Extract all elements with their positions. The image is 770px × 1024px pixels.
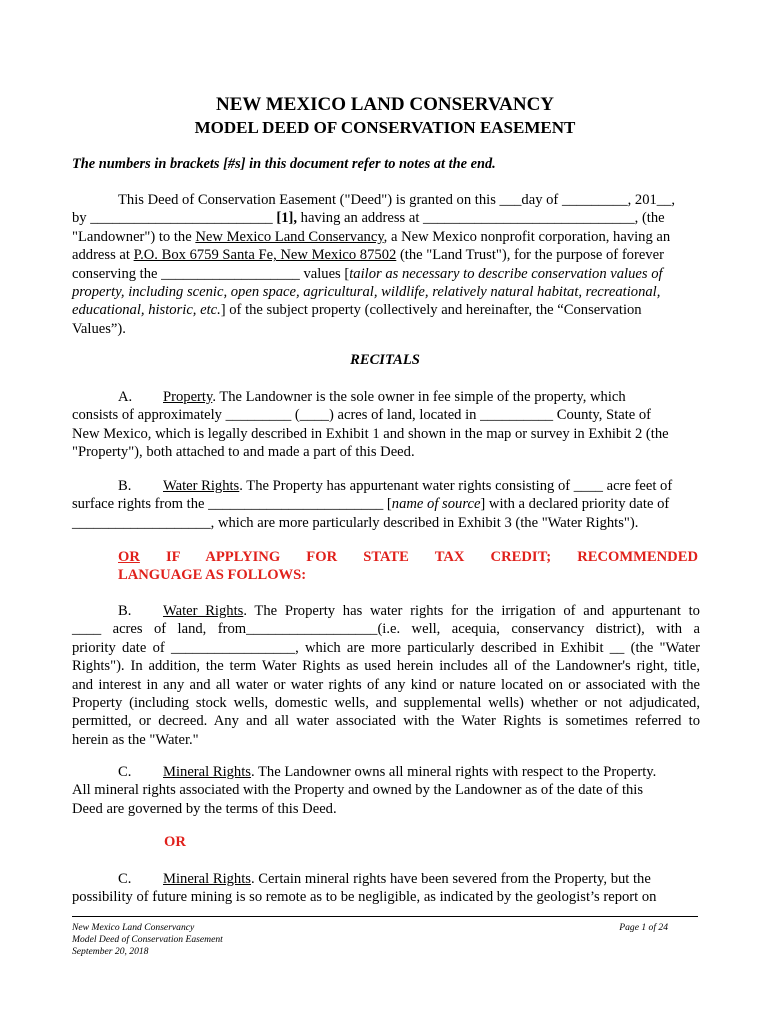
or-label: OR (164, 834, 186, 850)
footer-doc: Model Deed of Conservation Easement (72, 934, 223, 945)
property-heading: Property (163, 389, 213, 405)
bracket-note: The numbers in brackets [#s] in this document refer to notes at the end. (72, 156, 496, 172)
recital-c-mineral: C. Mineral Rights. The Landowner owns all mineral rights with respect to the Property. All mineral rights associated with the Property and owned by the Landowner as of the date of this Deed are governed by the terms of this Deed. (72, 764, 657, 817)
intro-paragraph (72, 191, 700, 338)
intro-line: Values”). (72, 320, 126, 337)
recitals-heading: RECITALS (350, 352, 420, 368)
document-subtitle: MODEL DEED OF CONSERVATION EASEMENT (194, 118, 576, 137)
land-conservancy-link: New Mexico Land Conservancy (195, 228, 384, 245)
intro-line: property, including scenic, open space, agricultural, wildlife, relatively natural habitat, recreational, (72, 284, 661, 301)
footer-org: New Mexico Land Conservancy (72, 922, 195, 933)
tax-credit-alternative: OR IF APPLYING FOR STATE TAX CREDIT; RECOMMENDED LANGUAGE AS FOLLOWS: (118, 549, 698, 584)
address-link: P.O. Box 6759 Santa Fe, New Mexico 87502 (133, 247, 397, 264)
recital-a: A. Property. The Landowner is the sole owner in fee simple of the property, which consists of approximately _________ (____) acres of land, located in __________ County, State of New Mexico, which is legally described in Exhibit 1 and shown in the map or survey in Exhibit 2 (the "Property"), both attached to and made a part of this Deed. (72, 389, 669, 461)
recital-c-mineral-alt: C. Mineral Rights. Certain mineral rights have been severed from the Property, but the possibility of future mining is so remote as to be negligible, as indicated by the geologist’s report on (72, 871, 657, 906)
page-number: Page 1 of 24 (619, 922, 668, 933)
document-title: NEW MEXICO LAND CONSERVANCY (215, 94, 555, 115)
recital-b-water: B. Water Rights. The Property has appurtenant water rights consisting of ____ acre feet of surface rights from the ________________________ [name of source] with a declared priority date of ___________________, which are more particularly described in Exhibit 3 (the "Water Rights"). (72, 478, 673, 531)
intro-line: conserving the ___________________ values [tailor as necessary to describe conservation values of (72, 265, 663, 282)
intro-line: This Deed of Conservation Easement ("Deed") is granted on this ___day of _________, 201__, (118, 192, 676, 208)
intro-line: "Landowner") to the New Mexico Land Conservancy, a New Mexico nonprofit corporation, having an (72, 228, 671, 245)
mineral-rights-heading: Mineral Rights (163, 764, 251, 780)
footer-date: September 20, 2018 (72, 946, 149, 957)
recital-b-water-alt: B. Water Rights. The Property has water rights for the irrigation of and appurtenant to ____ acres of land, from__________________(i.e. well, acequia, conservancy district), with a priority date of _________________, which are more particularly described in Exhibit __ (the "Water Rights"). In addition, the term Water Rights as used herein includes all of the Landowner's right, title, and interest in any and all water or water rights of any kind or nature located on or associated with the Property (including stock wells, domestic wells, and supplemental wells) whether or not adjudicated, permitted, or decreed. Any and all water associated with the Water Rights is sometimes referred to herein as the "Water." (72, 603, 700, 748)
page-footer (72, 922, 698, 958)
footer-divider (72, 916, 698, 917)
intro-line: by _________________________ [1], having an address at _____________________________, (the (72, 210, 665, 227)
intro-line: educational, historic, etc.] of the subject property (collectively and hereinafter, the “Conservation (72, 302, 642, 319)
intro-line: address at P.O. Box 6759 Santa Fe, New Mexico 87502 (the "Land Trust"), for the purpose of forever (72, 247, 664, 264)
water-rights-heading: Water Rights (163, 478, 240, 494)
